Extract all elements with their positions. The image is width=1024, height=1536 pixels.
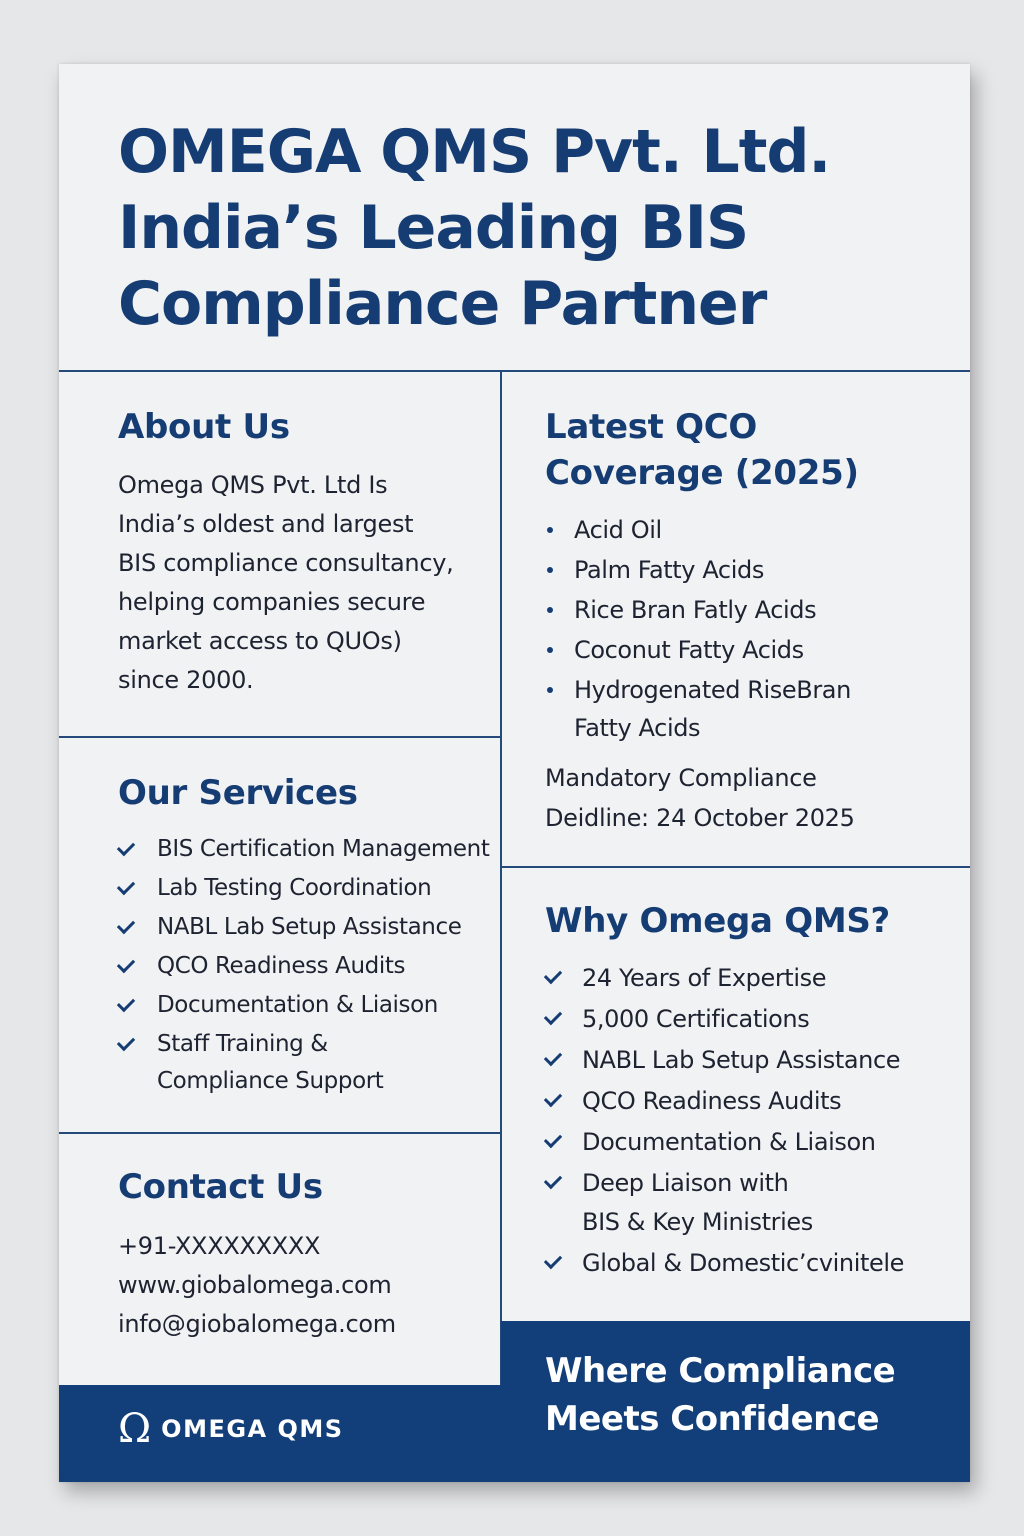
contact-email[interactable]: info@giobalomega.com	[118, 1310, 396, 1338]
list-item	[545, 511, 851, 549]
about-heading: About Us	[118, 407, 290, 447]
list-item	[545, 1244, 904, 1283]
list-item	[118, 987, 489, 1024]
service-item-label: Lab Testing Coordination	[157, 875, 432, 901]
qco-heading-line-1: Latest QCO	[545, 407, 758, 447]
qco-item-label: Coconut Fatty Acids	[574, 636, 804, 664]
poster-title	[118, 114, 830, 342]
check-icon	[544, 1251, 562, 1269]
list-item	[118, 948, 489, 985]
list-item	[545, 1082, 904, 1121]
list-item	[545, 631, 851, 669]
why-item-label: Documentation & Liaison	[582, 1128, 876, 1156]
why-heading: Why Omega QMS?	[545, 901, 890, 941]
title-line-3: Compliance Partner	[118, 269, 767, 339]
check-icon	[544, 1130, 562, 1148]
bullet-icon	[547, 527, 553, 533]
why-item-label: QCO Readiness Audits	[582, 1087, 842, 1115]
about-line: since 2000.	[118, 666, 254, 694]
list-item	[545, 551, 851, 589]
about-line: market access to QUOs)	[118, 627, 402, 655]
tagline	[545, 1347, 895, 1443]
bullet-icon	[547, 687, 553, 693]
check-icon	[544, 1089, 562, 1107]
bullet-icon	[547, 647, 553, 653]
list-item	[545, 1000, 904, 1039]
services-heading: Our Services	[118, 773, 358, 813]
why-item-label: 24 Years of Expertise	[582, 964, 827, 992]
list-item	[545, 959, 904, 998]
qco-list	[545, 511, 851, 747]
list-item	[118, 870, 489, 907]
list-item	[118, 909, 489, 946]
check-icon	[544, 1007, 562, 1025]
contact-phone[interactable]: +91-XXXXXXXXX	[118, 1232, 321, 1260]
omega-logo	[118, 1406, 344, 1452]
divider-services-contact	[59, 1132, 501, 1134]
contact-details	[118, 1227, 396, 1344]
services-list	[118, 831, 489, 1100]
check-icon	[544, 966, 562, 984]
qco-heading-line-2: Coverage (2025)	[545, 453, 859, 493]
contact-website[interactable]: www.giobalomega.com	[118, 1271, 392, 1299]
service-item-label: QCO Readiness Audits	[157, 953, 406, 979]
divider-header	[59, 370, 970, 372]
service-item-label: Staff Training &	[157, 1031, 328, 1057]
check-icon	[544, 1171, 562, 1189]
service-item-label-cont: Compliance Support	[157, 1068, 384, 1094]
list-item	[118, 831, 489, 868]
check-icon	[117, 994, 135, 1012]
qco-item-label-cont: Fatty Acids	[574, 714, 701, 742]
about-line: helping companies secure	[118, 588, 426, 616]
why-list	[545, 959, 904, 1283]
qco-item-label: Palm Fatty Acids	[574, 556, 764, 584]
bullet-icon	[547, 607, 553, 613]
about-text	[118, 466, 453, 700]
title-line-2: India’s Leading BIS	[118, 193, 749, 263]
check-icon	[117, 916, 135, 934]
list-item	[118, 1026, 489, 1100]
tagline-line-1: Where Compliance	[545, 1351, 896, 1391]
why-item-label: 5,000 Certifications	[582, 1005, 810, 1033]
qco-deadline	[545, 758, 855, 838]
contact-heading: Contact Us	[118, 1167, 323, 1207]
omega-icon: Ω	[118, 1406, 152, 1452]
check-icon	[117, 955, 135, 973]
divider-about-services	[59, 736, 501, 738]
list-item	[545, 1123, 904, 1162]
check-icon	[544, 1048, 562, 1066]
list-item	[545, 591, 851, 629]
deadline-label: Mandatory Compliance	[545, 764, 817, 792]
deadline-date: Deidline: 24 October 2025	[545, 804, 855, 832]
check-icon	[117, 838, 135, 856]
list-item	[545, 671, 851, 747]
why-item-label-cont: BIS & Key Ministries	[582, 1208, 813, 1236]
about-line: India’s oldest and largest	[118, 510, 414, 538]
list-item	[545, 1164, 904, 1242]
service-item-label: Documentation & Liaison	[157, 992, 438, 1018]
why-item-label: NABL Lab Setup Assistance	[582, 1046, 901, 1074]
tagline-line-2: Meets Confidence	[545, 1399, 880, 1439]
divider-center	[500, 370, 502, 1385]
service-item-label: NABL Lab Setup Assistance	[157, 914, 462, 940]
qco-item-label: Acid Oil	[574, 516, 662, 544]
check-icon	[117, 1033, 135, 1051]
qco-heading	[545, 404, 859, 496]
about-line: BIS compliance consultancy,	[118, 549, 454, 577]
service-item-label: BIS Certification Management	[157, 836, 490, 862]
qco-item-label: Hydrogenated RiseBran	[574, 676, 851, 704]
poster	[59, 64, 970, 1482]
title-line-1: OMEGA QMS Pvt. Ltd.	[118, 117, 831, 187]
list-item	[545, 1041, 904, 1080]
check-icon	[117, 877, 135, 895]
about-line: Omega QMS Pvt. Ltd Is	[118, 471, 388, 499]
divider-qco-why	[501, 866, 970, 868]
qco-item-label: Rice Bran Fatly Acids	[574, 596, 817, 624]
bullet-icon	[547, 567, 553, 573]
why-item-label: Deep Liaison with	[582, 1169, 789, 1197]
logo-text: OMEGA QMS	[161, 1415, 344, 1443]
why-item-label: Global & Domestic’cvinitele	[582, 1249, 905, 1277]
